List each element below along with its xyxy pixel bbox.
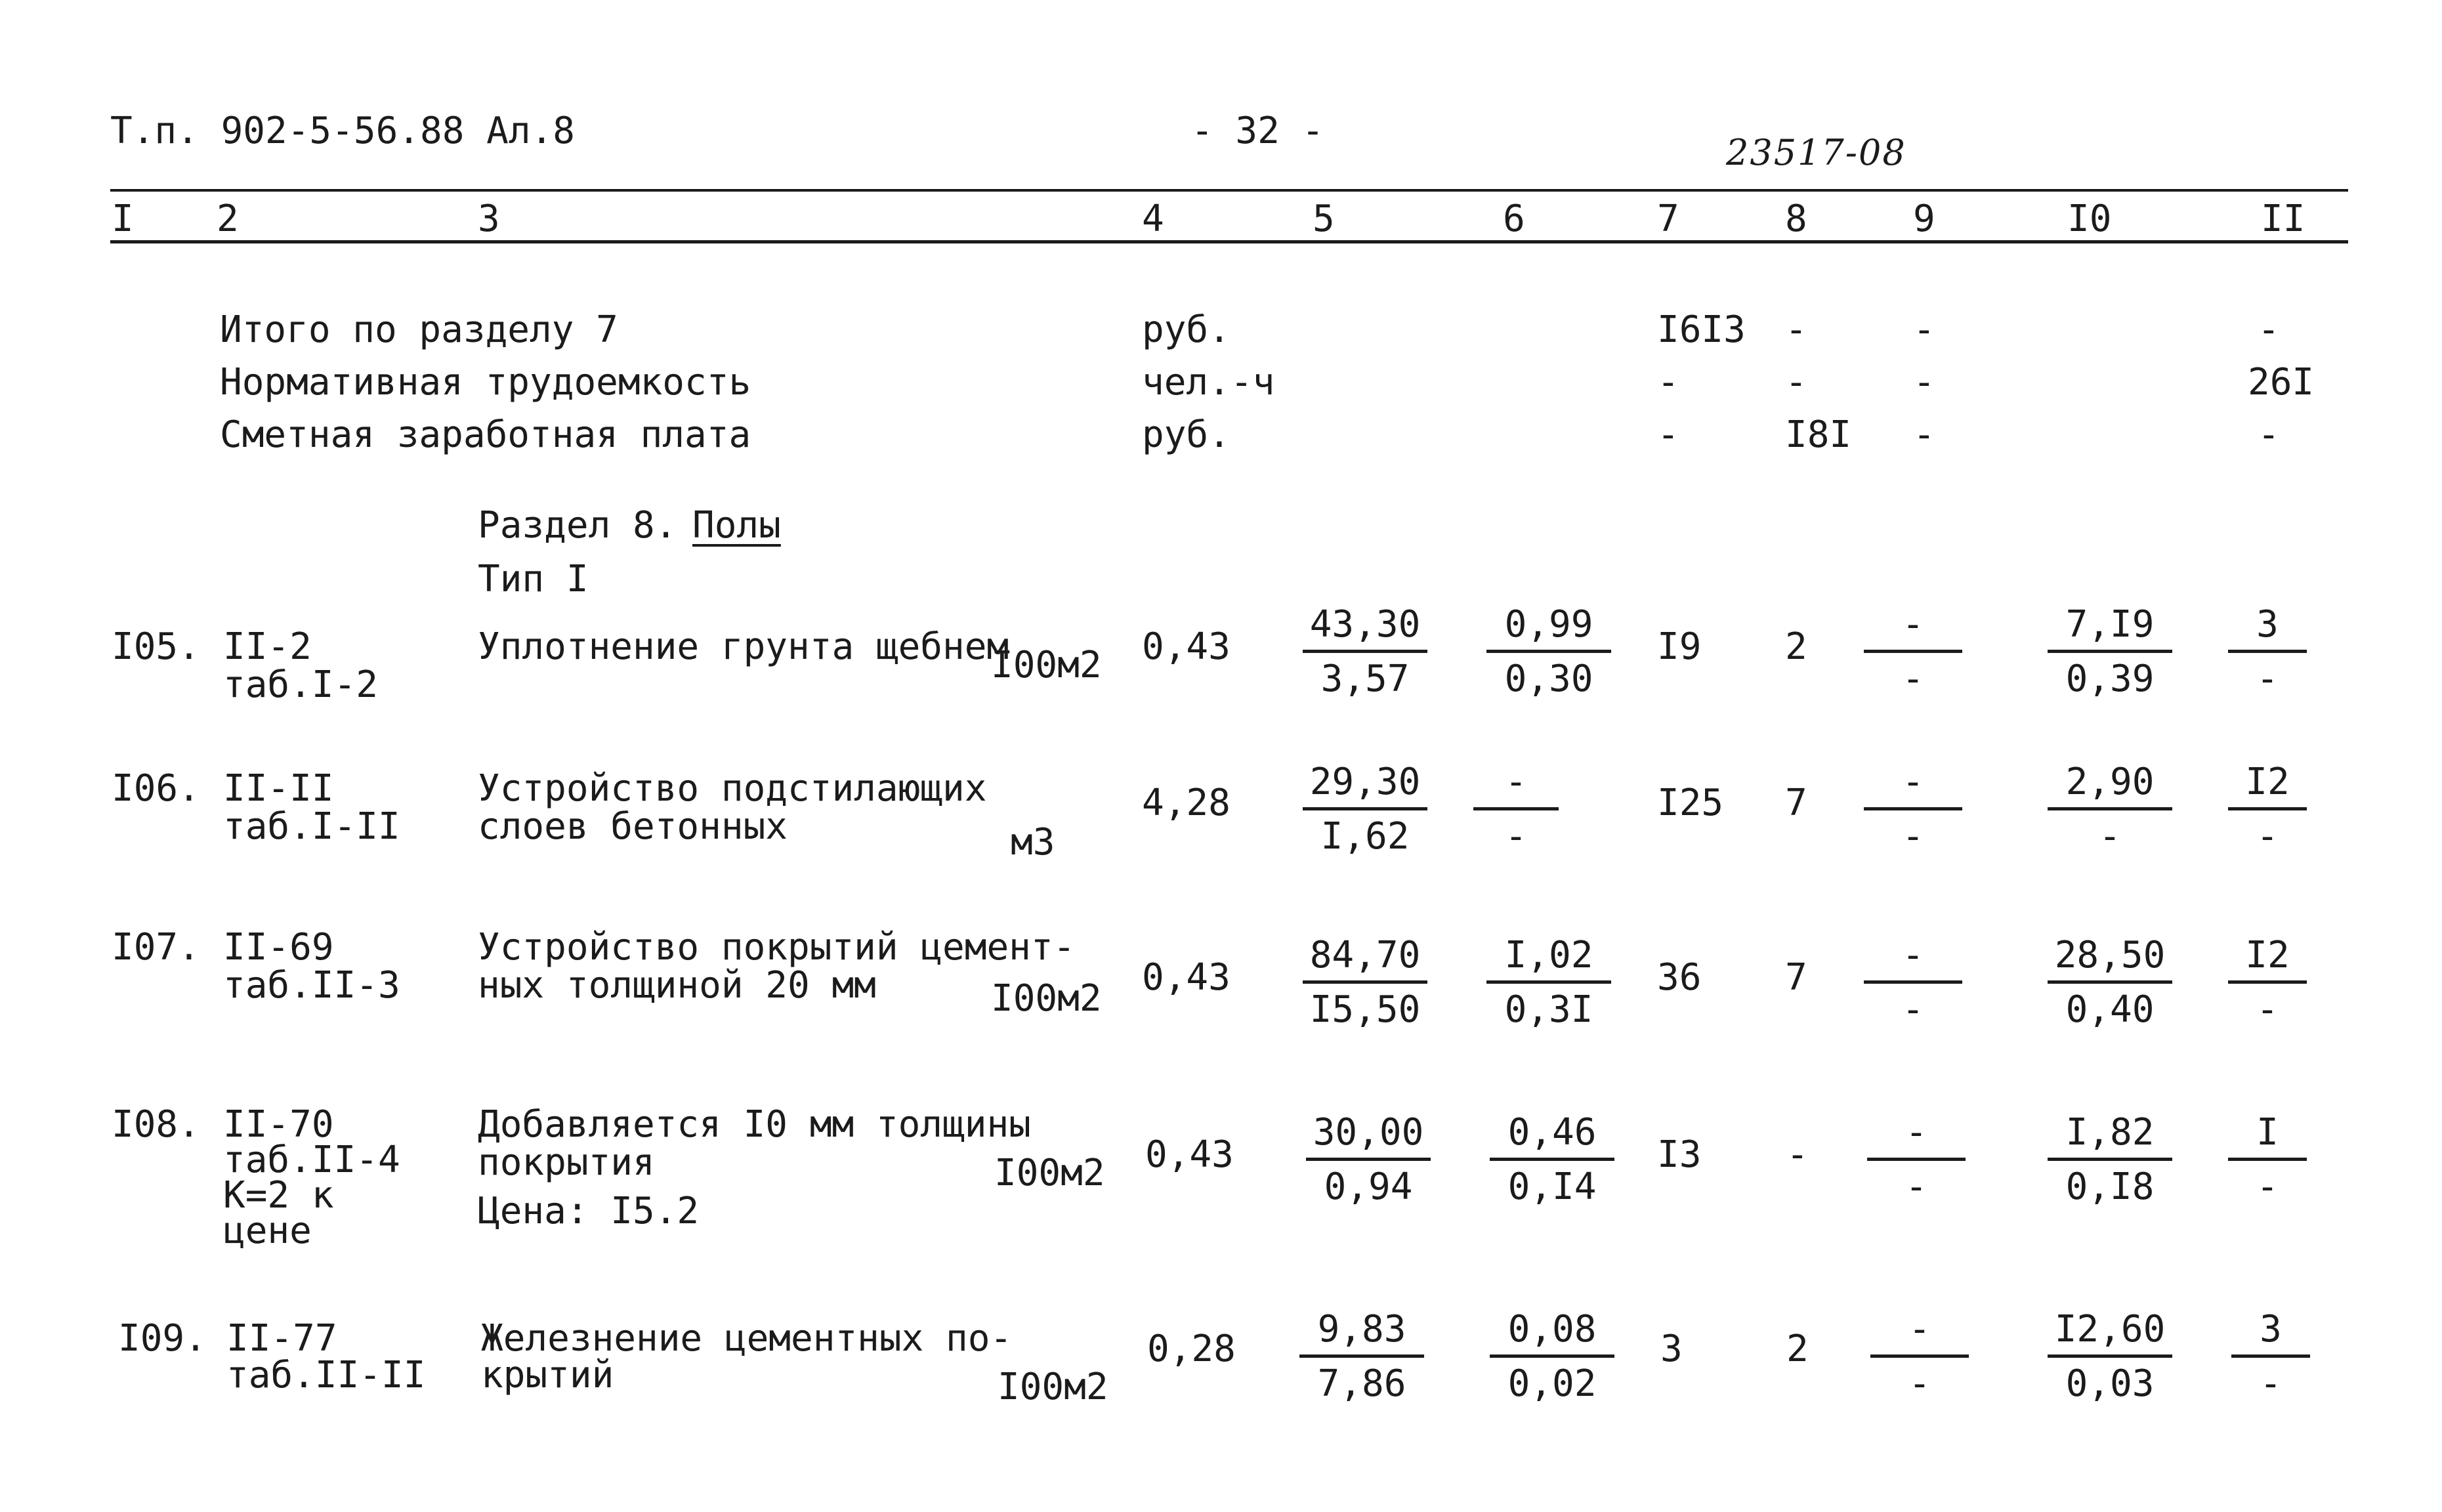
totals-unit: руб. xyxy=(1142,308,1231,351)
col9-bottom: - xyxy=(1908,1362,1931,1405)
row-number: I09. xyxy=(118,1317,207,1360)
document-code: Т.п. 902-5-56.88 Ал.8 xyxy=(110,110,576,152)
col9-fraction xyxy=(1864,603,1962,700)
col9-top: - xyxy=(1864,937,1962,984)
unit-of-measure: I00м2 xyxy=(994,1152,1105,1194)
col7-value: I25 xyxy=(1657,782,1724,824)
col11-fraction xyxy=(2228,603,2307,700)
norm-code: II-2 xyxy=(223,625,312,668)
col6-top: I,02 xyxy=(1486,937,1611,984)
col6-bottom: 0,I4 xyxy=(1507,1166,1597,1208)
col8-value: 7 xyxy=(1785,782,1807,824)
unit-of-measure: м3 xyxy=(1011,821,1055,864)
col8-value: 2 xyxy=(1786,1328,1809,1370)
col9-top: - xyxy=(1864,764,1962,810)
col6-top: - xyxy=(1473,764,1559,810)
col6-fraction xyxy=(1486,603,1611,700)
col6-top: 0,99 xyxy=(1486,606,1611,653)
handwritten-note: 23517-08 xyxy=(1726,132,1906,173)
col5-top: 30,00 xyxy=(1306,1114,1431,1161)
col5-bottom: I5,50 xyxy=(1309,988,1421,1031)
col5-top: 9,83 xyxy=(1299,1311,1424,1358)
col6-bottom: 0,02 xyxy=(1507,1362,1597,1405)
col11-bottom: - xyxy=(2260,1362,2282,1405)
col6-top: 0,08 xyxy=(1490,1311,1614,1358)
col8-value: 7 xyxy=(1785,956,1807,999)
col11-fraction xyxy=(2228,934,2307,1031)
col5-fraction xyxy=(1303,934,1427,1031)
quantity: 4,28 xyxy=(1142,782,1231,824)
col10-bottom: - xyxy=(2099,815,2121,858)
col10-bottom: 0,40 xyxy=(2065,988,2155,1031)
col9-fraction xyxy=(1864,761,1962,858)
norm-table: таб.II-3 xyxy=(223,964,400,1007)
work-description-cont: покрытия xyxy=(478,1141,655,1184)
col6-fraction xyxy=(1486,934,1611,1031)
col7-value: I3 xyxy=(1657,1133,1702,1176)
col5-bottom: I,62 xyxy=(1320,815,1410,858)
col8-value: 2 xyxy=(1785,625,1807,668)
wages-label: Сметная заработная плата xyxy=(220,413,751,456)
col11-top: I xyxy=(2228,1114,2307,1161)
col5-top: 29,30 xyxy=(1303,764,1427,810)
column-header-10: I0 xyxy=(2067,198,2112,240)
col10-fraction xyxy=(2048,1111,2172,1208)
norm-table: таб.II-4 xyxy=(223,1139,400,1181)
col10-bottom: 0,03 xyxy=(2065,1362,2155,1405)
col6-fraction xyxy=(1490,1111,1614,1208)
col7-value: 36 xyxy=(1657,956,1702,999)
labor-label: Нормативная трудоемкость xyxy=(220,361,751,404)
column-header-6: 6 xyxy=(1503,198,1525,240)
col9-bottom: - xyxy=(1902,815,1924,858)
col10-top: 28,50 xyxy=(2048,937,2172,984)
labor-col11: 26I xyxy=(2248,361,2315,404)
section-prefix: Раздел 8. xyxy=(478,504,677,547)
work-description: Устройство покрытий цемент- xyxy=(478,926,1076,969)
col10-top: 2,90 xyxy=(2048,764,2172,810)
column-header-8: 8 xyxy=(1785,198,1807,240)
col10-fraction xyxy=(2048,761,2172,858)
col5-fraction xyxy=(1306,1111,1431,1208)
col10-fraction xyxy=(2048,1308,2172,1405)
page-number: - 32 - xyxy=(1191,110,1324,152)
col6-fraction xyxy=(1473,761,1559,858)
col9-bottom: - xyxy=(1905,1166,1927,1208)
row-number: I05. xyxy=(112,625,200,668)
col5-top: 84,70 xyxy=(1303,937,1427,984)
col5-bottom: 7,86 xyxy=(1317,1362,1406,1405)
header-rule-top xyxy=(110,189,2348,192)
quantity: 0,43 xyxy=(1142,625,1231,668)
col11-bottom: - xyxy=(2256,1166,2279,1208)
col10-fraction xyxy=(2048,603,2172,700)
row-number: I06. xyxy=(112,767,200,810)
column-header-1: I xyxy=(112,198,134,240)
work-description: Железнение цементных по- xyxy=(481,1317,1013,1360)
col10-top: I,82 xyxy=(2048,1114,2172,1161)
labor-unit: чел.-ч xyxy=(1142,361,1275,404)
col9-fraction xyxy=(1867,1111,1966,1208)
col5-bottom: 0,94 xyxy=(1324,1166,1413,1208)
totals-label: Итого по разделу 7 xyxy=(220,308,618,351)
norm-coefficient: К=2 к xyxy=(223,1174,334,1217)
col11-fraction xyxy=(2228,761,2307,858)
unit-of-measure: I00м2 xyxy=(991,644,1102,686)
col5-bottom: 3,57 xyxy=(1320,658,1410,700)
quantity: 0,43 xyxy=(1145,1133,1234,1176)
col5-fraction xyxy=(1303,761,1427,858)
quantity: 0,28 xyxy=(1147,1328,1236,1370)
col5-fraction xyxy=(1303,603,1427,700)
work-description: Устройство подстилающих xyxy=(478,767,987,810)
col9-fraction xyxy=(1864,934,1962,1031)
labor-col9: - xyxy=(1913,361,1935,404)
wages-col9: - xyxy=(1913,413,1935,456)
header-rule-bottom xyxy=(110,240,2348,243)
norm-code: II-69 xyxy=(223,926,334,969)
wages-unit: руб. xyxy=(1142,413,1231,456)
col11-fraction xyxy=(2231,1308,2310,1405)
work-description-cont: слоев бетонных xyxy=(478,805,788,848)
norm-table: таб.II-II xyxy=(226,1354,426,1396)
unit-of-measure: I00м2 xyxy=(998,1366,1108,1408)
column-header-4: 4 xyxy=(1142,198,1164,240)
col9-bottom: - xyxy=(1902,658,1924,700)
col10-bottom: 0,I8 xyxy=(2065,1166,2155,1208)
column-header-5: 5 xyxy=(1313,198,1335,240)
col6-bottom: - xyxy=(1505,815,1527,858)
wages-col7: - xyxy=(1657,413,1679,456)
col9-top: - xyxy=(1870,1311,1969,1358)
col10-top: 7,I9 xyxy=(2048,606,2172,653)
work-description: Добавляется I0 мм толщины xyxy=(478,1103,1031,1146)
col10-top: I2,60 xyxy=(2048,1311,2172,1358)
col5-fraction xyxy=(1299,1308,1424,1405)
totals-col7: I6I3 xyxy=(1657,308,1746,351)
totals-col11: - xyxy=(2258,308,2280,351)
col9-top: - xyxy=(1867,1114,1966,1161)
row-number: I08. xyxy=(112,1103,200,1146)
col6-bottom: 0,30 xyxy=(1504,658,1593,700)
section-type: Тип I xyxy=(478,558,589,600)
col11-top: I2 xyxy=(2228,764,2307,810)
unit-of-measure: I00м2 xyxy=(991,977,1102,1020)
col11-top: 3 xyxy=(2231,1311,2310,1358)
col11-top: I2 xyxy=(2228,937,2307,984)
work-description: Уплотнение грунта щебнем xyxy=(478,625,1009,668)
col11-bottom: - xyxy=(2256,988,2279,1031)
col8-value: - xyxy=(1786,1133,1809,1176)
work-description-cont: крытий xyxy=(481,1354,614,1396)
col11-bottom: - xyxy=(2256,658,2279,700)
row-number: I07. xyxy=(112,926,200,969)
labor-col8: - xyxy=(1785,361,1807,404)
col10-bottom: 0,39 xyxy=(2065,658,2155,700)
col11-fraction xyxy=(2228,1111,2307,1208)
price-reference: Цена: I5.2 xyxy=(478,1190,700,1232)
totals-col8: - xyxy=(1785,308,1807,351)
wages-col11: - xyxy=(2258,413,2280,456)
norm-code: II-II xyxy=(223,767,334,810)
quantity: 0,43 xyxy=(1142,956,1231,999)
col9-fraction xyxy=(1870,1308,1969,1405)
section-title: Полы xyxy=(692,504,781,547)
wages-col8: I8I xyxy=(1785,413,1852,456)
column-header-2: 2 xyxy=(217,198,239,240)
column-header-7: 7 xyxy=(1657,198,1679,240)
col6-bottom: 0,3I xyxy=(1504,988,1593,1031)
col5-top: 43,30 xyxy=(1303,606,1427,653)
norm-coefficient-cont: цене xyxy=(223,1209,312,1252)
col9-top: - xyxy=(1864,606,1962,653)
labor-col7: - xyxy=(1657,361,1679,404)
col11-top: 3 xyxy=(2228,606,2307,653)
norm-code: II-77 xyxy=(226,1317,337,1360)
col7-value: 3 xyxy=(1660,1328,1683,1370)
column-header-3: 3 xyxy=(478,198,500,240)
col9-bottom: - xyxy=(1902,988,1924,1031)
col10-fraction xyxy=(2048,934,2172,1031)
col6-fraction xyxy=(1490,1308,1614,1405)
column-header-11: II xyxy=(2261,198,2305,240)
norm-table: таб.I-2 xyxy=(223,663,379,706)
column-header-9: 9 xyxy=(1913,198,1935,240)
col6-top: 0,46 xyxy=(1490,1114,1614,1161)
norm-table: таб.I-II xyxy=(223,805,400,848)
norm-code: II-70 xyxy=(223,1103,334,1146)
totals-col9: - xyxy=(1913,308,1935,351)
work-description-cont: ных толщиной 20 мм xyxy=(478,964,876,1007)
col7-value: I9 xyxy=(1657,625,1702,668)
col11-bottom: - xyxy=(2256,815,2279,858)
